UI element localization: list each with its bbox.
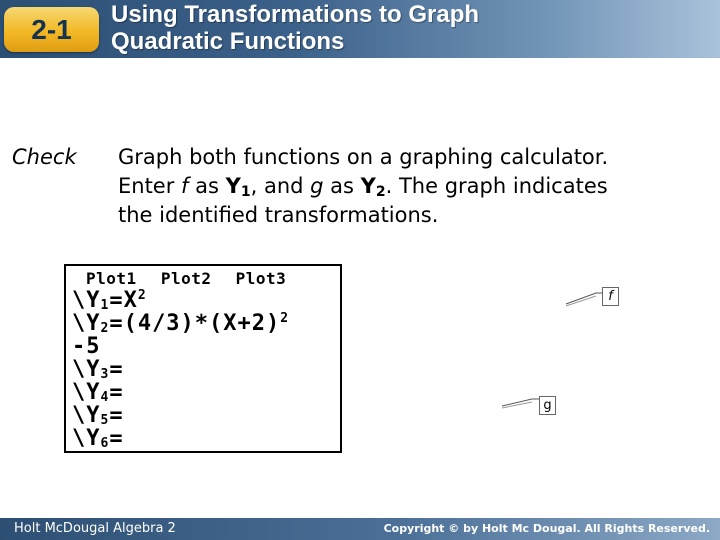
plot2-tab: Plot2 [160, 269, 212, 288]
calc-line-continuation: -5 [72, 334, 101, 359]
lesson-number: 2-1 [31, 14, 72, 45]
check-label: Check [12, 145, 77, 169]
calc-line-y4: $\backslash Y_4=$ [72, 380, 124, 405]
function-f: f [181, 174, 189, 198]
plot1-tab: Plot1 [86, 269, 137, 288]
pointer-line-g [502, 399, 539, 406]
footer-bar [0, 518, 720, 540]
text-run: , and [250, 174, 311, 198]
calc-line-y6: $\backslash Y_6=$ [72, 426, 124, 451]
graph-label-f: f [602, 287, 619, 306]
page-title-line2: Quadratic Functions [111, 28, 345, 55]
footer-book-title: Holt McDougal Algebra 2 [14, 521, 176, 536]
text-run: . The graph indicates [385, 174, 608, 198]
pointer-line-f [566, 293, 602, 304]
text-run: as [188, 174, 226, 198]
y2-symbol: $Y_2$ [360, 174, 386, 200]
check-line-3: the identified transformations. [118, 203, 439, 227]
calc-line-y1: $\backslash Y_1=X^2$ [72, 288, 147, 313]
check-line-1: Graph both functions on a graphing calculator. [118, 145, 609, 169]
calc-line-y3: $\backslash Y_3=$ [72, 357, 124, 382]
function-g: g [310, 174, 324, 198]
calc-line-y2: $\backslash Y_2=(4/3)*(X+2)^2$ [72, 311, 290, 336]
text-run: Enter [118, 174, 182, 198]
graph-label-g: g [539, 396, 556, 415]
calc-line-y5: $\backslash Y_5=$ [72, 403, 124, 428]
plot3-tab: Plot3 [235, 269, 287, 288]
pointer-line-f-shadow [566, 296, 596, 306]
y1-symbol: $Y_1$ [225, 174, 251, 200]
footer-copyright: Copyright © by Holt Mc Dougal. All Rights Reserved. [383, 522, 710, 535]
text-run: as [323, 174, 361, 198]
page-title-line1: Using Transformations to Graph [111, 1, 480, 28]
